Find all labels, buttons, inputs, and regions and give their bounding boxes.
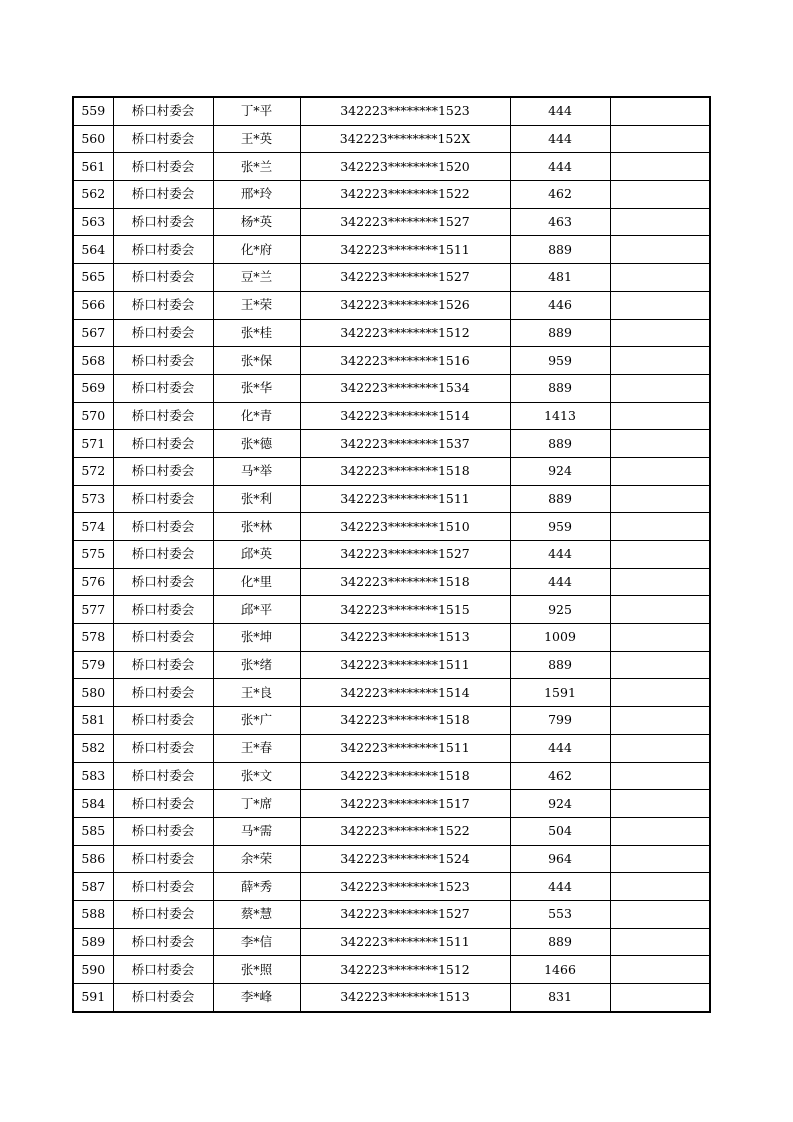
remark-cell (610, 707, 710, 735)
row-seq-cell: 583 (73, 762, 113, 790)
remark-cell (610, 319, 710, 347)
amount-cell: 925 (510, 596, 610, 624)
village-committee-cell: 桥口村委会 (113, 707, 213, 735)
row-seq-cell: 582 (73, 734, 113, 762)
id-number-cell: 342223********1512 (300, 956, 510, 984)
row-seq-cell: 589 (73, 928, 113, 956)
row-seq-cell: 572 (73, 457, 113, 485)
id-number-cell: 342223********1537 (300, 430, 510, 458)
person-name-cell: 张*利 (213, 485, 300, 513)
village-committee-cell: 桥口村委会 (113, 651, 213, 679)
remark-cell (610, 97, 710, 125)
village-committee-cell: 桥口村委会 (113, 485, 213, 513)
person-name-cell: 化*里 (213, 568, 300, 596)
person-name-cell: 张*坤 (213, 624, 300, 652)
village-committee-cell: 桥口村委会 (113, 734, 213, 762)
amount-cell: 553 (510, 900, 610, 928)
person-name-cell: 张*保 (213, 347, 300, 375)
id-number-cell: 342223********1516 (300, 347, 510, 375)
remark-cell (610, 651, 710, 679)
row-seq-cell: 576 (73, 568, 113, 596)
table-row (73, 97, 710, 125)
row-seq-cell: 579 (73, 651, 113, 679)
amount-cell: 889 (510, 374, 610, 402)
amount-cell: 959 (510, 513, 610, 541)
amount-cell: 444 (510, 125, 610, 153)
id-number-cell: 342223********1514 (300, 679, 510, 707)
village-committee-cell: 桥口村委会 (113, 541, 213, 569)
person-name-cell: 张*桂 (213, 319, 300, 347)
row-seq-cell: 587 (73, 873, 113, 901)
remark-cell (610, 984, 710, 1012)
table-row (73, 845, 710, 873)
table-row (73, 956, 710, 984)
person-name-cell: 王*英 (213, 125, 300, 153)
id-number-cell: 342223********1511 (300, 485, 510, 513)
row-seq-cell: 575 (73, 541, 113, 569)
row-seq-cell: 563 (73, 208, 113, 236)
table-row (73, 513, 710, 541)
table-row (73, 679, 710, 707)
amount-cell: 462 (510, 762, 610, 790)
row-seq-cell: 577 (73, 596, 113, 624)
person-name-cell: 张*绪 (213, 651, 300, 679)
table-row (73, 928, 710, 956)
table-row (73, 319, 710, 347)
person-name-cell: 蔡*慧 (213, 900, 300, 928)
remark-cell (610, 208, 710, 236)
village-committee-cell: 桥口村委会 (113, 347, 213, 375)
village-committee-cell: 桥口村委会 (113, 679, 213, 707)
remark-cell (610, 679, 710, 707)
remark-cell (610, 236, 710, 264)
amount-cell: 959 (510, 347, 610, 375)
row-seq-cell: 561 (73, 153, 113, 181)
person-name-cell: 王*荣 (213, 291, 300, 319)
table-row (73, 291, 710, 319)
amount-cell: 889 (510, 928, 610, 956)
village-committee-cell: 桥口村委会 (113, 928, 213, 956)
table-row (73, 900, 710, 928)
village-committee-cell: 桥口村委会 (113, 208, 213, 236)
village-committee-cell: 桥口村委会 (113, 817, 213, 845)
amount-cell: 889 (510, 430, 610, 458)
village-committee-cell: 桥口村委会 (113, 513, 213, 541)
table-row (73, 153, 710, 181)
person-name-cell: 邢*玲 (213, 181, 300, 209)
remark-cell (610, 817, 710, 845)
village-committee-cell: 桥口村委会 (113, 319, 213, 347)
table-row (73, 790, 710, 818)
amount-cell: 889 (510, 485, 610, 513)
remark-cell (610, 873, 710, 901)
person-name-cell: 邱*英 (213, 541, 300, 569)
person-name-cell: 杨*英 (213, 208, 300, 236)
remark-cell (610, 928, 710, 956)
person-name-cell: 余*荣 (213, 845, 300, 873)
person-name-cell: 马*需 (213, 817, 300, 845)
row-seq-cell: 591 (73, 984, 113, 1012)
id-number-cell: 342223********1520 (300, 153, 510, 181)
person-name-cell: 张*文 (213, 762, 300, 790)
village-committee-cell: 桥口村委会 (113, 236, 213, 264)
row-seq-cell: 570 (73, 402, 113, 430)
village-committee-cell: 桥口村委会 (113, 956, 213, 984)
id-number-cell: 342223********1526 (300, 291, 510, 319)
village-committee-cell: 桥口村委会 (113, 430, 213, 458)
remark-cell (610, 956, 710, 984)
amount-cell: 1591 (510, 679, 610, 707)
id-number-cell: 342223********1518 (300, 457, 510, 485)
row-seq-cell: 588 (73, 900, 113, 928)
person-name-cell: 丁*席 (213, 790, 300, 818)
amount-cell: 444 (510, 568, 610, 596)
table-row (73, 485, 710, 513)
row-seq-cell: 581 (73, 707, 113, 735)
table-row (73, 651, 710, 679)
amount-cell: 446 (510, 291, 610, 319)
remark-cell (610, 402, 710, 430)
remark-cell (610, 624, 710, 652)
amount-cell: 889 (510, 319, 610, 347)
village-committee-cell: 桥口村委会 (113, 790, 213, 818)
person-name-cell: 张*照 (213, 956, 300, 984)
roster-table-body (73, 97, 710, 1012)
remark-cell (610, 762, 710, 790)
remark-cell (610, 264, 710, 292)
id-number-cell: 342223********1511 (300, 236, 510, 264)
village-committee-cell: 桥口村委会 (113, 457, 213, 485)
village-committee-cell: 桥口村委会 (113, 97, 213, 125)
row-seq-cell: 564 (73, 236, 113, 264)
amount-cell: 924 (510, 457, 610, 485)
person-name-cell: 薛*秀 (213, 873, 300, 901)
amount-cell: 481 (510, 264, 610, 292)
amount-cell: 444 (510, 153, 610, 181)
person-name-cell: 李*信 (213, 928, 300, 956)
id-number-cell: 342223********1523 (300, 873, 510, 901)
subsidy-roster-table (72, 96, 711, 1013)
id-number-cell: 342223********1527 (300, 900, 510, 928)
person-name-cell: 张*兰 (213, 153, 300, 181)
amount-cell: 444 (510, 734, 610, 762)
table-row (73, 430, 710, 458)
document-page (72, 96, 709, 1013)
amount-cell: 1413 (510, 402, 610, 430)
remark-cell (610, 513, 710, 541)
table-row (73, 596, 710, 624)
amount-cell: 504 (510, 817, 610, 845)
row-seq-cell: 578 (73, 624, 113, 652)
table-row (73, 236, 710, 264)
row-seq-cell: 574 (73, 513, 113, 541)
table-row (73, 984, 710, 1012)
table-row (73, 347, 710, 375)
table-row (73, 707, 710, 735)
row-seq-cell: 573 (73, 485, 113, 513)
remark-cell (610, 900, 710, 928)
amount-cell: 1009 (510, 624, 610, 652)
row-seq-cell: 584 (73, 790, 113, 818)
table-row (73, 181, 710, 209)
remark-cell (610, 153, 710, 181)
remark-cell (610, 485, 710, 513)
amount-cell: 463 (510, 208, 610, 236)
row-seq-cell: 560 (73, 125, 113, 153)
row-seq-cell: 585 (73, 817, 113, 845)
row-seq-cell: 566 (73, 291, 113, 319)
person-name-cell: 邱*平 (213, 596, 300, 624)
remark-cell (610, 457, 710, 485)
amount-cell: 444 (510, 541, 610, 569)
table-row (73, 568, 710, 596)
village-committee-cell: 桥口村委会 (113, 873, 213, 901)
table-row (73, 402, 710, 430)
id-number-cell: 342223********1523 (300, 97, 510, 125)
table-row (73, 873, 710, 901)
remark-cell (610, 845, 710, 873)
id-number-cell: 342223********152X (300, 125, 510, 153)
id-number-cell: 342223********1527 (300, 264, 510, 292)
village-committee-cell: 桥口村委会 (113, 291, 213, 319)
id-number-cell: 342223********1511 (300, 651, 510, 679)
id-number-cell: 342223********1522 (300, 181, 510, 209)
remark-cell (610, 790, 710, 818)
table-row (73, 817, 710, 845)
id-number-cell: 342223********1518 (300, 707, 510, 735)
remark-cell (610, 291, 710, 319)
row-seq-cell: 568 (73, 347, 113, 375)
village-committee-cell: 桥口村委会 (113, 402, 213, 430)
row-seq-cell: 571 (73, 430, 113, 458)
id-number-cell: 342223********1527 (300, 208, 510, 236)
person-name-cell: 化*青 (213, 402, 300, 430)
id-number-cell: 342223********1518 (300, 762, 510, 790)
table-row (73, 208, 710, 236)
remark-cell (610, 541, 710, 569)
id-number-cell: 342223********1511 (300, 734, 510, 762)
amount-cell: 889 (510, 236, 610, 264)
remark-cell (610, 374, 710, 402)
id-number-cell: 342223********1515 (300, 596, 510, 624)
id-number-cell: 342223********1512 (300, 319, 510, 347)
row-seq-cell: 559 (73, 97, 113, 125)
table-row (73, 762, 710, 790)
person-name-cell: 李*峰 (213, 984, 300, 1012)
row-seq-cell: 569 (73, 374, 113, 402)
remark-cell (610, 734, 710, 762)
table-row (73, 125, 710, 153)
person-name-cell: 王*春 (213, 734, 300, 762)
id-number-cell: 342223********1513 (300, 624, 510, 652)
person-name-cell: 张*华 (213, 374, 300, 402)
amount-cell: 964 (510, 845, 610, 873)
table-row (73, 264, 710, 292)
table-row (73, 624, 710, 652)
village-committee-cell: 桥口村委会 (113, 596, 213, 624)
amount-cell: 444 (510, 873, 610, 901)
village-committee-cell: 桥口村委会 (113, 374, 213, 402)
remark-cell (610, 568, 710, 596)
id-number-cell: 342223********1513 (300, 984, 510, 1012)
id-number-cell: 342223********1524 (300, 845, 510, 873)
person-name-cell: 王*良 (213, 679, 300, 707)
id-number-cell: 342223********1527 (300, 541, 510, 569)
person-name-cell: 张*广 (213, 707, 300, 735)
village-committee-cell: 桥口村委会 (113, 984, 213, 1012)
remark-cell (610, 181, 710, 209)
id-number-cell: 342223********1510 (300, 513, 510, 541)
person-name-cell: 张*德 (213, 430, 300, 458)
amount-cell: 924 (510, 790, 610, 818)
id-number-cell: 342223********1534 (300, 374, 510, 402)
row-seq-cell: 580 (73, 679, 113, 707)
remark-cell (610, 125, 710, 153)
row-seq-cell: 590 (73, 956, 113, 984)
table-row (73, 541, 710, 569)
table-row (73, 374, 710, 402)
id-number-cell: 342223********1522 (300, 817, 510, 845)
amount-cell: 462 (510, 181, 610, 209)
person-name-cell: 马*举 (213, 457, 300, 485)
table-row (73, 734, 710, 762)
remark-cell (610, 430, 710, 458)
row-seq-cell: 567 (73, 319, 113, 347)
remark-cell (610, 596, 710, 624)
row-seq-cell: 562 (73, 181, 113, 209)
amount-cell: 831 (510, 984, 610, 1012)
person-name-cell: 豆*兰 (213, 264, 300, 292)
amount-cell: 1466 (510, 956, 610, 984)
village-committee-cell: 桥口村委会 (113, 845, 213, 873)
remark-cell (610, 347, 710, 375)
amount-cell: 889 (510, 651, 610, 679)
village-committee-cell: 桥口村委会 (113, 762, 213, 790)
village-committee-cell: 桥口村委会 (113, 900, 213, 928)
person-name-cell: 化*府 (213, 236, 300, 264)
village-committee-cell: 桥口村委会 (113, 568, 213, 596)
village-committee-cell: 桥口村委会 (113, 624, 213, 652)
row-seq-cell: 586 (73, 845, 113, 873)
row-seq-cell: 565 (73, 264, 113, 292)
id-number-cell: 342223********1514 (300, 402, 510, 430)
person-name-cell: 张*林 (213, 513, 300, 541)
village-committee-cell: 桥口村委会 (113, 264, 213, 292)
id-number-cell: 342223********1518 (300, 568, 510, 596)
village-committee-cell: 桥口村委会 (113, 153, 213, 181)
village-committee-cell: 桥口村委会 (113, 181, 213, 209)
id-number-cell: 342223********1511 (300, 928, 510, 956)
person-name-cell: 丁*平 (213, 97, 300, 125)
id-number-cell: 342223********1517 (300, 790, 510, 818)
table-row (73, 457, 710, 485)
amount-cell: 444 (510, 97, 610, 125)
amount-cell: 799 (510, 707, 610, 735)
village-committee-cell: 桥口村委会 (113, 125, 213, 153)
